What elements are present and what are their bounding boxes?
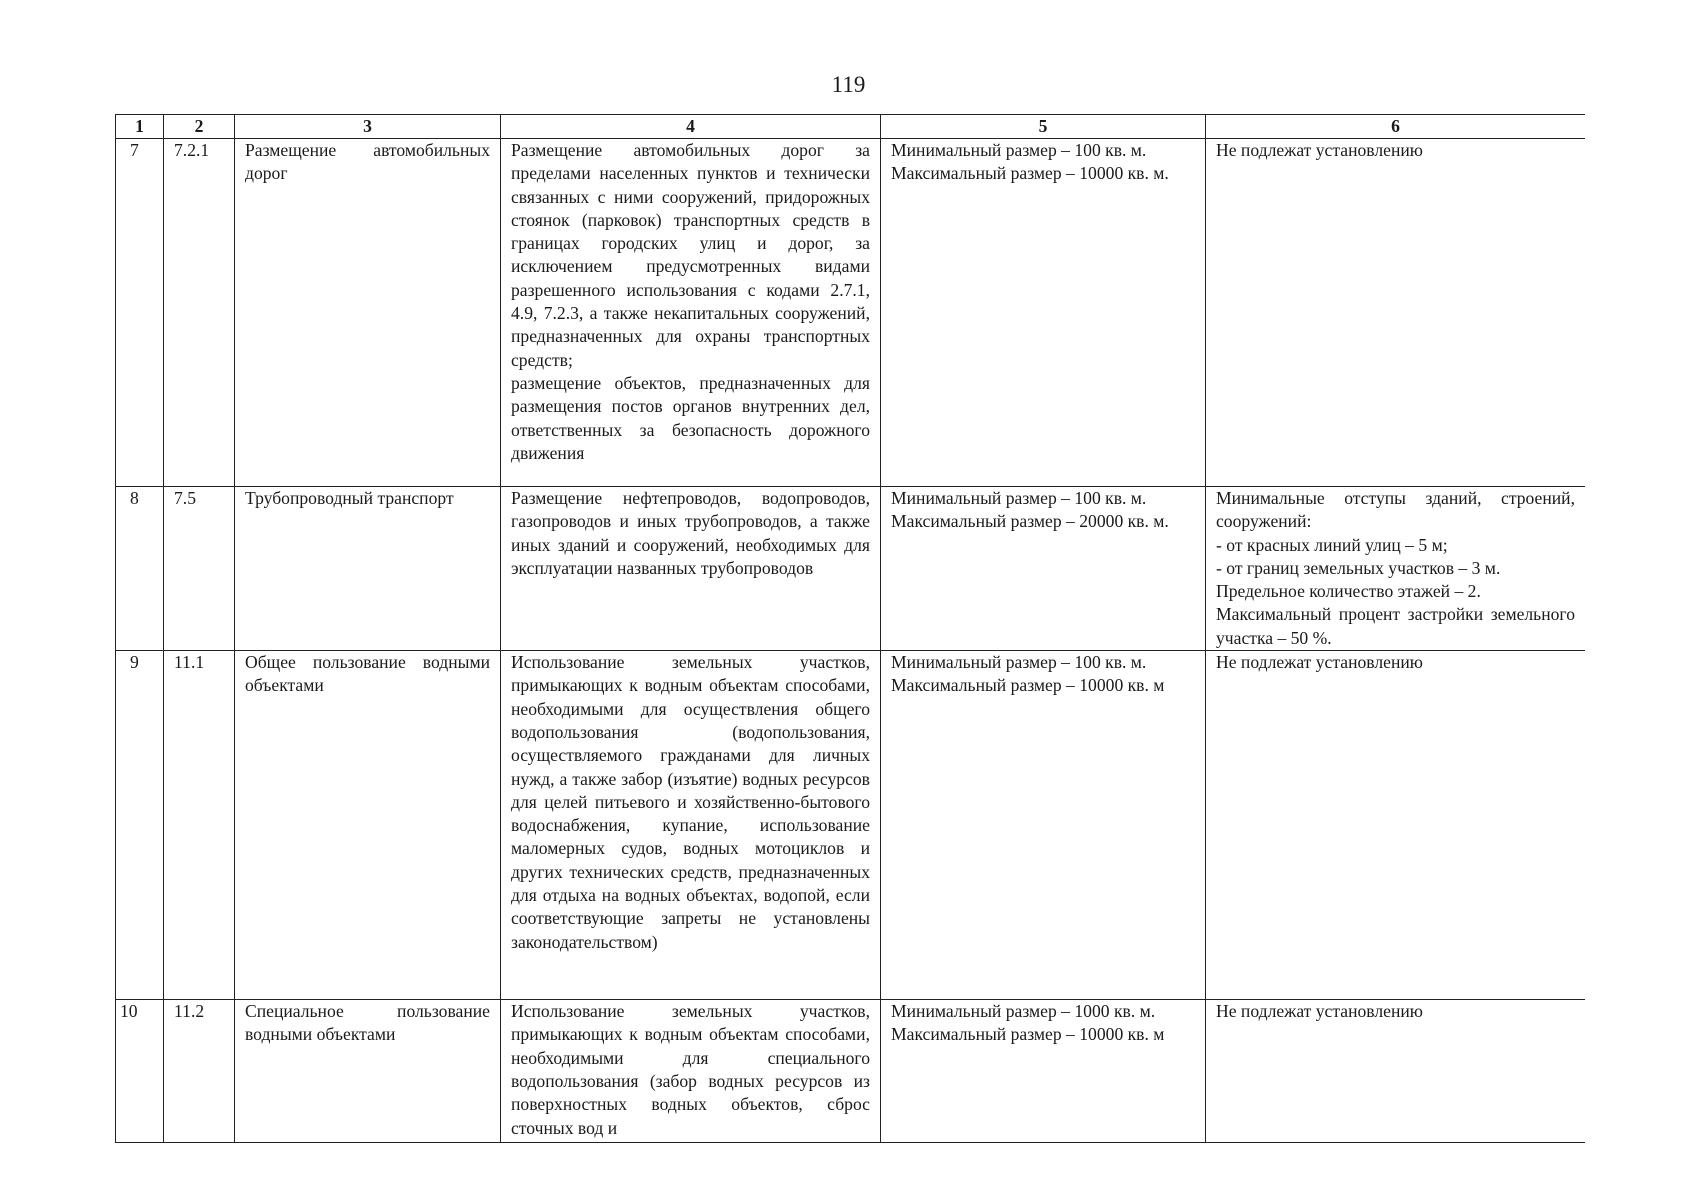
row-code: 7.5 xyxy=(164,487,235,651)
description-paragraph: Использование земельных участков, примыкающих к водным объектам способами, необходимыми для специального водопользования (забор водных ресурсов из поверхностных водных объектов, сброс сточных вод и xyxy=(511,1001,870,1138)
header-row xyxy=(116,115,1586,139)
row-use-name: Трубопроводный транспорт xyxy=(235,487,501,651)
header-col-1: 1 xyxy=(116,115,164,139)
row-use-name: Общее пользование водными объектами xyxy=(235,651,501,1000)
table-row xyxy=(116,139,1586,487)
size-line: Минимальный размер – 100 кв. м. xyxy=(891,652,1147,673)
row-code: 7.2.1 xyxy=(164,139,235,487)
row-plot-size xyxy=(881,487,1206,651)
parameter-line: - от красных линий улиц – 5 м; xyxy=(1216,534,1448,555)
description-paragraph: Размещение нефтепроводов, водопроводов, газопроводов и иных трубопроводов, а также иных зданий и сооружений, необходимых для эксплуатации названных трубопроводов xyxy=(511,488,870,578)
header-col-2: 2 xyxy=(164,115,235,139)
size-line: Максимальный размер – 10000 кв. м xyxy=(891,675,1165,696)
size-line: Минимальный размер – 1000 кв. м. xyxy=(891,1001,1156,1022)
row-parameters xyxy=(1206,1000,1586,1143)
size-line: Минимальный размер – 100 кв. м. xyxy=(891,488,1147,508)
table-row xyxy=(116,1000,1586,1143)
header-col-6: 6 xyxy=(1206,115,1586,139)
row-description xyxy=(501,651,881,1000)
size-line: Максимальный размер – 10000 кв. м xyxy=(891,1024,1165,1045)
row-parameters xyxy=(1206,139,1586,487)
row-plot-size xyxy=(881,1000,1206,1143)
parameter-line: Предельное количество этажей – 2. xyxy=(1216,581,1481,602)
table-row xyxy=(116,651,1586,1000)
description-paragraph: Размещение автомобильных дорог за пределами населенных пунктов и технически связанных с ними сооружений, придорожных стоянок (парковок) транспортных средств в границах городских улиц и дорог, за исключением предусмотренных видами разрешенного использования с кодами 2.7.1, 4.9, 7.2.3, а также некапитальных сооружений, предназначенных для охраны транспортных средств; xyxy=(511,140,870,370)
row-code: 11.2 xyxy=(164,1000,235,1143)
header-col-4: 4 xyxy=(501,115,881,139)
row-number: 7 xyxy=(116,139,164,487)
row-plot-size xyxy=(881,139,1206,487)
parameter-line: Минимальные отступы зданий, строений, сооружений: xyxy=(1216,488,1575,532)
row-number: 10 xyxy=(116,1000,164,1143)
header-col-5: 5 xyxy=(881,115,1206,139)
row-description xyxy=(501,487,881,651)
size-line: Максимальный размер – 20000 кв. м. xyxy=(891,511,1169,532)
description-paragraph: Использование земельных участков, примыкающих к водным объектам способами, необходимыми для осуществления общего водопользования (водопользования, осуществляемого гражданами для личных нужд, а также забор (изъятие) водных ресурсов для целей питьевого и хозяйственно-бытового водоснабжения, купание, использование маломерных судов, водных мотоциклов и других технических средств, предназначенных для отдыха на водных объектах, водопой, если соответствующие запреты не установлены законодательством) xyxy=(511,652,870,952)
row-use-name: Специальное пользование водными объектами xyxy=(235,1000,501,1143)
parameter-line: Не подлежат установлению xyxy=(1216,652,1423,673)
size-line: Максимальный размер – 10000 кв. м. xyxy=(891,163,1169,184)
parameter-line: Не подлежат установлению xyxy=(1216,1001,1423,1022)
regulations-table xyxy=(115,114,1585,1143)
description-paragraph: размещение объектов, предназначенных для размещения постов органов внутренних дел, ответственных за безопасность дорожного движения xyxy=(511,372,870,463)
page-number: 119 xyxy=(831,72,866,97)
parameter-line: Максимальный процент застройки земельного участка – 50 %. xyxy=(1216,604,1575,648)
size-line: Минимальный размер – 100 кв. м. xyxy=(891,140,1147,160)
row-number: 9 xyxy=(116,651,164,1000)
row-description xyxy=(501,1000,881,1143)
table-row xyxy=(116,487,1586,651)
row-parameters xyxy=(1206,651,1586,1000)
regulations-table-container xyxy=(115,114,1585,1143)
row-description xyxy=(501,139,881,487)
header-col-3: 3 xyxy=(235,115,501,139)
parameter-line: Не подлежат установлению xyxy=(1216,140,1423,160)
row-code: 11.1 xyxy=(164,651,235,1000)
parameter-line: - от границ земельных участков – 3 м. xyxy=(1216,557,1501,578)
row-use-name: Размещение автомобильных дорог xyxy=(235,139,501,487)
row-parameters xyxy=(1206,487,1586,651)
row-number: 8 xyxy=(116,487,164,651)
row-plot-size xyxy=(881,651,1206,1000)
